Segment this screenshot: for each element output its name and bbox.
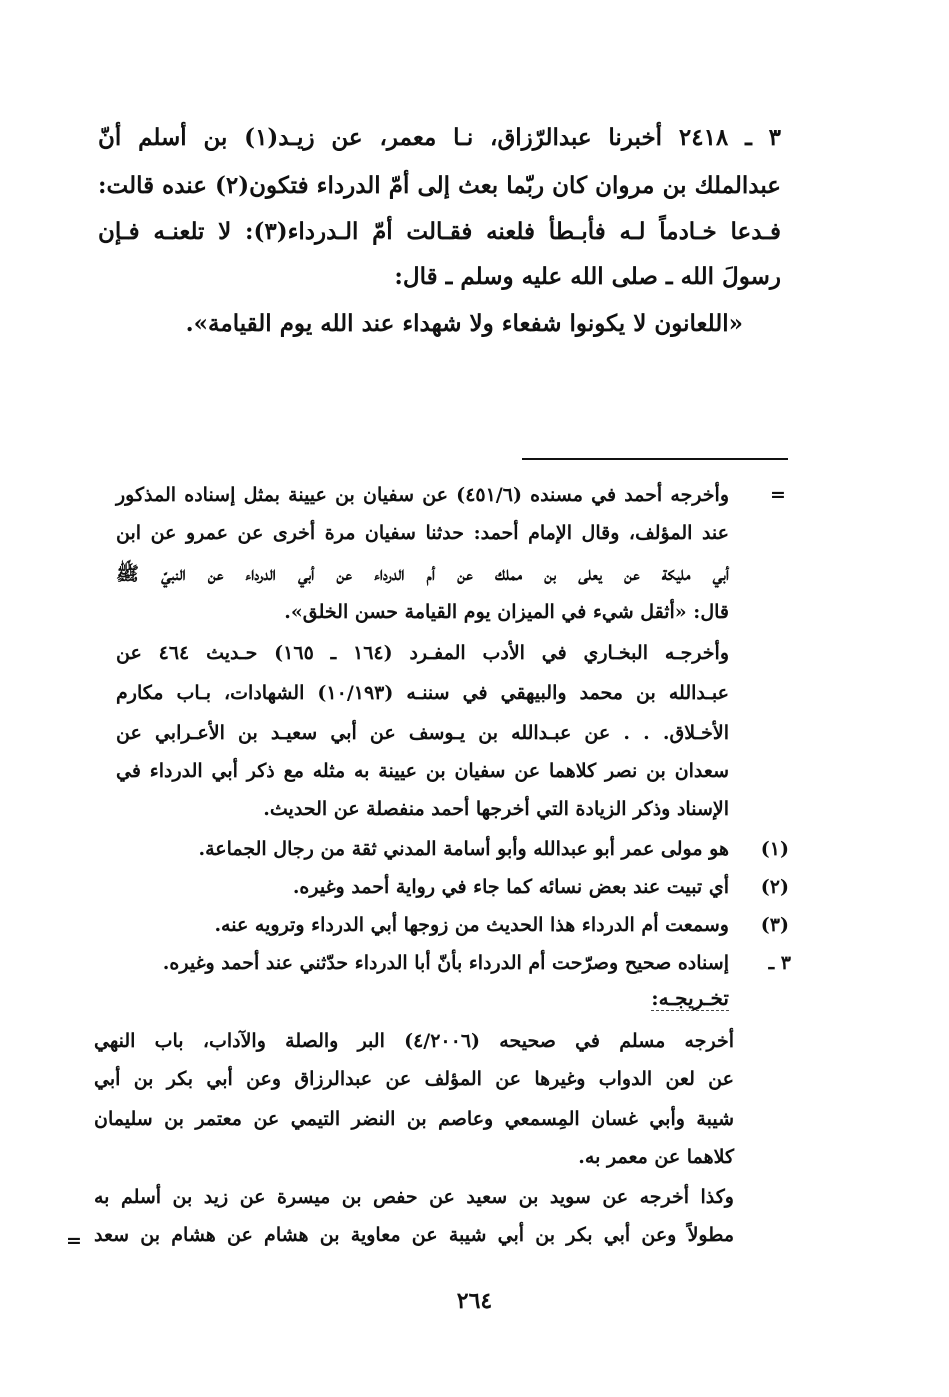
hadith-line-1: ٣ ـ ٢٤١٨ أخبرنا عبدالرّزاق، نـا معمر، عن زيـد(١) بن أسلم أنّ bbox=[98, 124, 781, 151]
footnote-cont-line-5: وأخرجـه البخـاري في الأدب المفـرد (١٦٤ ـ ١٦٥) حـديث ٤٦٤ عن bbox=[116, 642, 729, 664]
footnote-1-text: هو مولى عمر أبو عبدالله وأبو أسامة المدني ثقة من رجال الجماعة. bbox=[198, 838, 729, 860]
footnote-2-marker: (٢) bbox=[760, 876, 789, 898]
footnote-cont-line-2: عند المؤلف، وقال الإمام أحمد: حدثنا سفيان مرة أخرى عن عمرو عن ابن bbox=[116, 522, 729, 544]
takhrij-line-2: عن لعن الدواب وغيرها عن المؤلف عن عبدالرزاق وعن أبي بكر بن أبي bbox=[94, 1068, 734, 1090]
hadith-line-2: عبدالملك بن مروان كان ربّما بعث إلى أمّ الدرداء فتكون(٢) عنده قالت: bbox=[98, 172, 781, 199]
footnote-3-text: وسمعت أم الدرداء هذا الحديث من زوجها أبي الدرداء وترويه عنه. bbox=[214, 914, 729, 936]
item-3-text: إسناده صحيح وصرّحت أم الدرداء بأنّ أبا الدرداء حدّثني عند أحمد وغيره. bbox=[162, 952, 729, 974]
continuation-marker: = bbox=[770, 484, 786, 506]
footnote-cont-line-7: الأخـلاق. . . عن عبـدالله بن يـوسف عن أبي سعيـد بن الأعـرابي عن bbox=[116, 722, 729, 744]
footnote-cont-line-1: وأخرجه أحمد في مسنده (٤٥١/٦) عن سفيان بن عيينة بمثل إسناده المذكور bbox=[116, 484, 729, 506]
takhrij-line-3: شيبة وأبي غسان المِسمعي وعاصم بن النضر التيمي عن معتمر بن سليمان bbox=[94, 1108, 734, 1130]
footnote-cont-line-9: الإسناد وذكر الزيادة التي أخرجها أحمد منفصلة عن الحديث. bbox=[263, 798, 729, 820]
item-3-marker: ٣ ـ bbox=[768, 952, 791, 974]
end-continuation-marker: = bbox=[66, 1230, 82, 1252]
footnote-3-marker: (٣) bbox=[760, 914, 789, 936]
footnote-2-text: أي تبيت عند بعض نسائه كما جاء في رواية أحمد وغيره. bbox=[292, 876, 729, 898]
footnote-cont-line-3: أبي مليكة عن يعلى بن مملك عن أم الدرداء عن أبي الدرداء عن النبيّ ﷺ bbox=[116, 563, 729, 585]
footnote-cont-line-4: قال: «أثقل شيء في الميزان يوم القيامة حسن الخلق». bbox=[284, 601, 729, 623]
takhrij-heading: تخـريجـه: bbox=[651, 986, 729, 1010]
takhrij-line-4: كلاهما عن معمر به. bbox=[578, 1146, 734, 1168]
takhrij-line-1: أخرجه مسلم في صحيحه (٤/٢٠٠٦) البر والصلة والآداب، باب النهي bbox=[94, 1030, 734, 1052]
hadith-line-3: فـدعا خـادماً لـه فأبـطأ فلعنه فقـالت أمّ الـدرداء(٣): لا تلعنـه فـإن bbox=[98, 218, 782, 245]
takhrij-line-5: وكذا أخرجه عن سويد بن سعيد عن حفص بن ميسرة عن زيد بن أسلم به bbox=[94, 1186, 734, 1208]
page-number: ٢٦٤ bbox=[456, 1288, 493, 1314]
footnote-cont-line-8: سعدان بن نصر كلاهما عن سفيان بن عيينة به مثله مع ذكر أبي الدرداء في bbox=[116, 760, 729, 782]
footnote-separator bbox=[522, 458, 788, 460]
footnote-1-marker: (١) bbox=[760, 838, 789, 860]
hadith-quote: «اللعانون لا يكونوا شفعاء ولا شهداء عند الله يوم القيامة». bbox=[185, 310, 743, 337]
takhrij-line-6: مطولاً وعن أبي بكر بن أبي شيبة عن معاوية بن هشام عن هشام بن سعد bbox=[94, 1224, 734, 1246]
footnote-cont-line-6: عبـدالله بن محمد والبيهقي في سننـه (١٠/١٩٣) الشهادات، بـاب مكارم bbox=[116, 682, 729, 704]
hadith-line-4: رسولَ الله ـ صلى الله عليه وسلم ـ قال: bbox=[394, 263, 781, 290]
